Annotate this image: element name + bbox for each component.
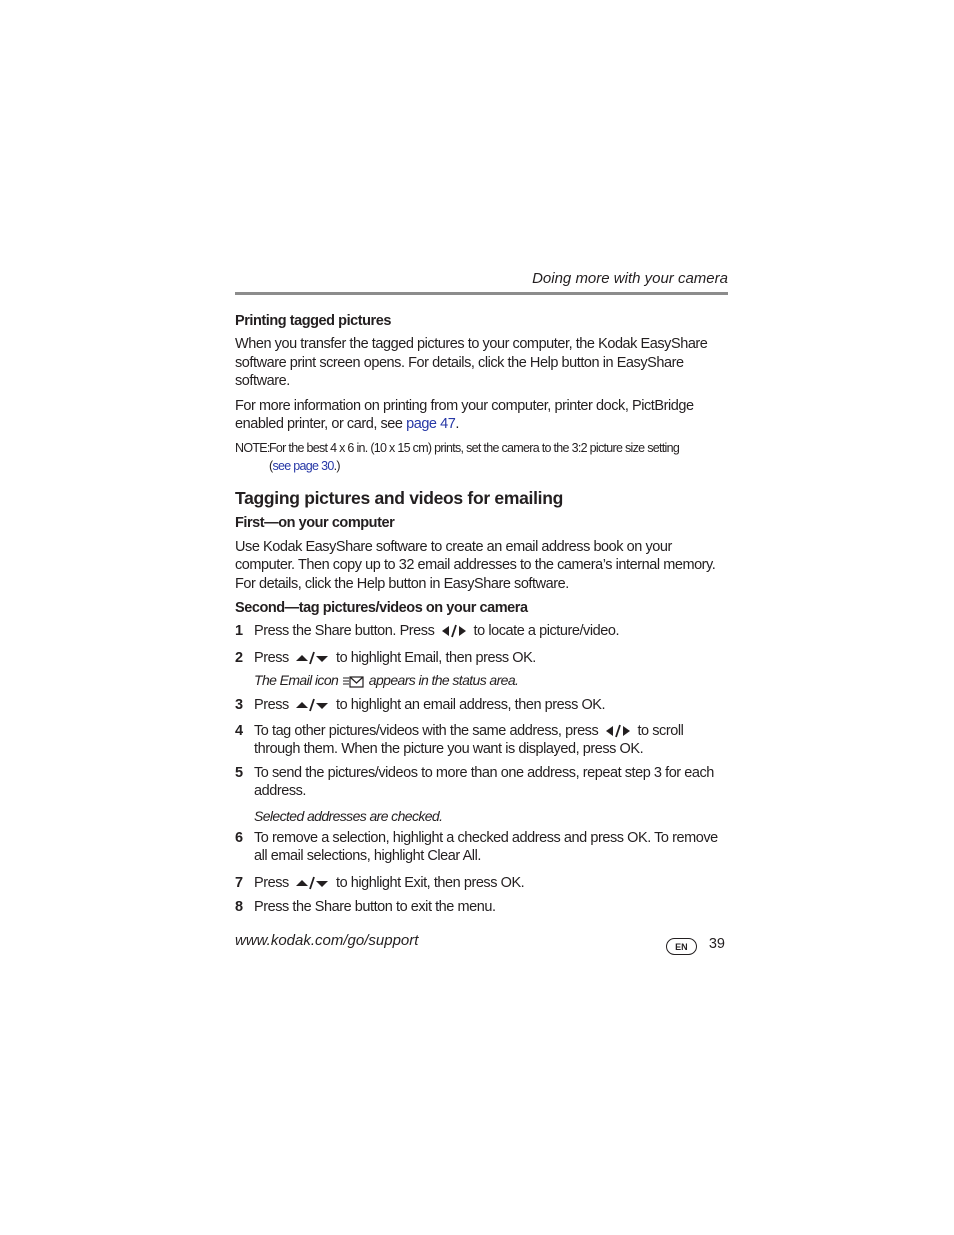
- page-number: 39: [708, 935, 725, 952]
- page-30-link[interactable]: see page 30: [272, 459, 334, 473]
- step-5: 5 To send the pictures/videos to more than one address, repeat step 3 for each address.: [235, 764, 714, 799]
- up-down-arrows-icon: [295, 876, 329, 890]
- up-down-arrows-icon: [295, 698, 329, 712]
- left-right-arrows-icon: [441, 624, 467, 638]
- printing-paragraph-1: When you transfer the tagged pictures to your computer, the Kodak EasyShare software print screen opens. For details, click the Help button in EasyShare software.: [235, 336, 708, 389]
- header-rule: [235, 292, 728, 295]
- language-badge: EN: [666, 938, 697, 955]
- running-header: Doing more with your camera: [532, 270, 728, 287]
- first-paragraph: Use Kodak EasyShare software to create an email address book on your computer. Then copy up to 32 email addresses to the camera’s internal memory. For details, click the Help button in EasyShare software.: [235, 538, 716, 592]
- step-2-result: The Email icon appears in the status area.: [254, 672, 519, 688]
- step-7: 7 Press to highlight Exit, then press OK.: [235, 874, 525, 891]
- step-3: 3 Press to highlight an email address, then press OK.: [235, 697, 606, 713]
- step-2: 2 Press to highlight Email, then press OK.: [235, 649, 536, 666]
- step-5-result: Selected addresses are checked.: [254, 807, 443, 824]
- step-6: 6 To remove a selection, highlight a checked address and press OK. To remove all email selections, highlight Clear All.: [235, 829, 718, 864]
- support-url[interactable]: www.kodak.com/go/support: [235, 932, 419, 949]
- left-right-arrows-icon: [605, 724, 631, 738]
- step-4: 4 To tag other pictures/videos with the same address, press to scroll through them. When the picture you want is displayed, press OK.: [235, 722, 684, 757]
- email-icon: [342, 675, 364, 688]
- page-47-link[interactable]: page 47: [406, 416, 456, 432]
- up-down-arrows-icon: [295, 651, 329, 665]
- first-heading: First—on your computer: [235, 514, 395, 531]
- footer-page-info: [666, 932, 725, 955]
- step-1: 1 Press the Share button. Press to locate a picture/video.: [235, 623, 620, 639]
- printing-paragraph-2: For more information on printing from your computer, printer dock, PictBridge enabled printer, or card, see page 47.: [235, 397, 694, 432]
- step-8: 8 Press the Share button to exit the menu.: [235, 899, 496, 915]
- printing-heading: Printing tagged pictures: [235, 313, 391, 329]
- printing-note: NOTE: For the best 4 x 6 in. (10 x 15 cm) prints, set the camera to the 3:2 picture size setting (see page 30.): [235, 439, 728, 476]
- second-heading: Second—tag pictures/videos on your camera: [235, 600, 528, 616]
- note-label: NOTE:: [235, 440, 270, 455]
- page-content: [235, 312, 728, 917]
- tagging-heading: Tagging pictures and videos for emailing: [235, 487, 564, 508]
